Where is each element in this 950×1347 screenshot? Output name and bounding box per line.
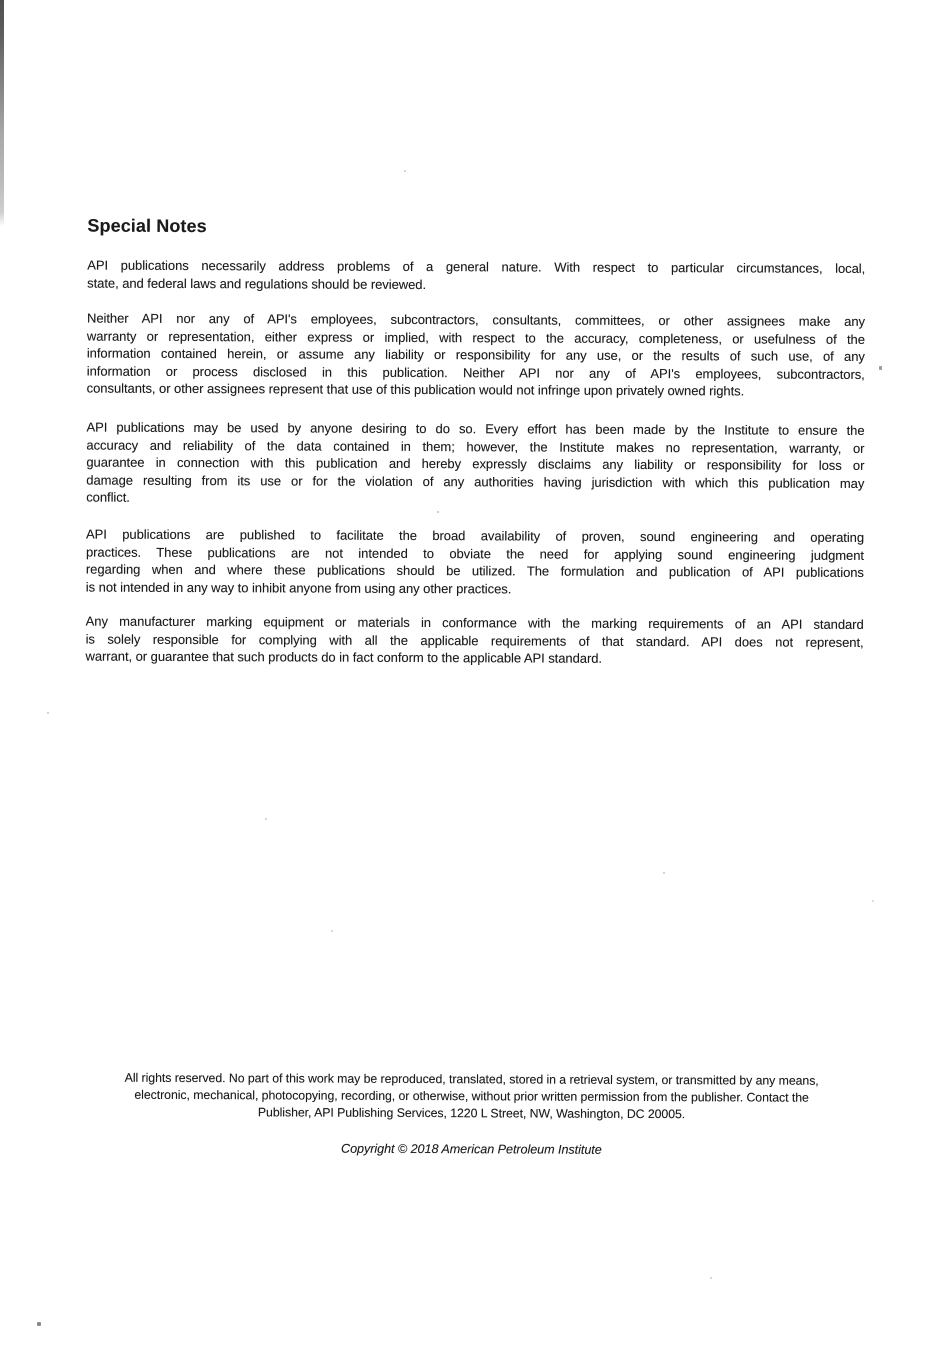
scan-speck [879, 366, 882, 370]
text-line: warrant, or guarantee that such products do in fact conform to the applicable API standard. [85, 648, 603, 666]
text-line: practices. These publications are not intended to obviate the need for applying sound engineering judgment [85, 544, 865, 563]
paragraph-manufacturer-marking [85, 613, 863, 669]
text-line: warranty or representation, either express or implied, with respect to the accuracy, completeness, or usefulness of the [86, 328, 865, 347]
text-line: All rights reserved. No part of this work may be reproduced, translated, stored in a retrieval system, or transmitted by any means, [124, 1070, 819, 1088]
scan-speck [872, 900, 874, 902]
paragraph-engineering-practices [86, 526, 864, 600]
scan-speck [47, 712, 49, 714]
text-line: damage resulting from its use or for the violation of any authorities having jurisdiction with which this publication may [86, 472, 865, 491]
scan-speck [265, 818, 267, 820]
text-line: state, and federal laws and regulations should be reviewed. [87, 275, 427, 292]
scan-speck [663, 872, 665, 874]
scan-speck [437, 511, 439, 513]
text-line: regarding when and where these publications should be utilized. The formulation and publication of API publications [85, 561, 864, 581]
text-line: API publications may be used by anyone desiring to do so. Every effort has been made by the Institute to ensure the [86, 419, 865, 438]
scan-speck [331, 930, 333, 932]
text-line: API publications necessarily address problems of a general nature. With respect to particular circumstances, local, [87, 257, 866, 276]
text-line: electronic, mechanical, photocopying, recording, or otherwise, without prior written permission from the publisher. Contact the [134, 1087, 809, 1105]
paragraph-general-nature [87, 257, 865, 296]
text-line: conflict. [86, 489, 130, 506]
text-line: guarantee in connection with this publication and hereby expressly disclaims any liability or responsibility for loss or [86, 454, 865, 474]
page-title: Special Notes [87, 215, 207, 237]
rights-notice [69, 1069, 875, 1124]
scan-speck [37, 1322, 41, 1326]
copyright-line: Copyright © 2018 American Petroleum Institute [341, 1141, 602, 1157]
text-line: API publications are published to facilitate the broad availability of proven, sound engineering and operating [86, 526, 865, 545]
text-line: information contained herein, or assume any liability or responsibility for any use, or the results of such use, of any [86, 345, 865, 365]
scan-speck [710, 1277, 712, 1279]
text-line: Any manufacturer marking equipment or materials in conformance with the marking requirements of an API standard [85, 613, 864, 632]
text-line: accuracy and reliability of the data contained in them; however, the Institute makes no representation, warranty, or [86, 437, 865, 456]
text-line: is not intended in any way to inhibit anyone from using any other practices. [85, 579, 512, 597]
text-line: information or process disclosed in this publication. Neither API nor any of API's employees, subcontractors, [86, 363, 865, 382]
paragraph-no-warranty [87, 310, 865, 401]
text-line: consultants, or other assignees represent that use of this publication would not infringe upon privately owned rights. [86, 380, 745, 399]
text-line: is solely responsible for complying with all the applicable requirements of that standard. API does not represent, [85, 631, 864, 650]
scan-speck [404, 170, 406, 172]
paragraph-use-disclaimer [86, 419, 864, 510]
text-line: Publisher, API Publishing Services, 1220 L Street, NW, Washington, DC 20005. [257, 1105, 686, 1122]
text-line: Neither API nor any of API's employees, subcontractors, consultants, committees, or other assignees make any [86, 310, 866, 329]
scan-edge-artifact [0, 0, 4, 226]
